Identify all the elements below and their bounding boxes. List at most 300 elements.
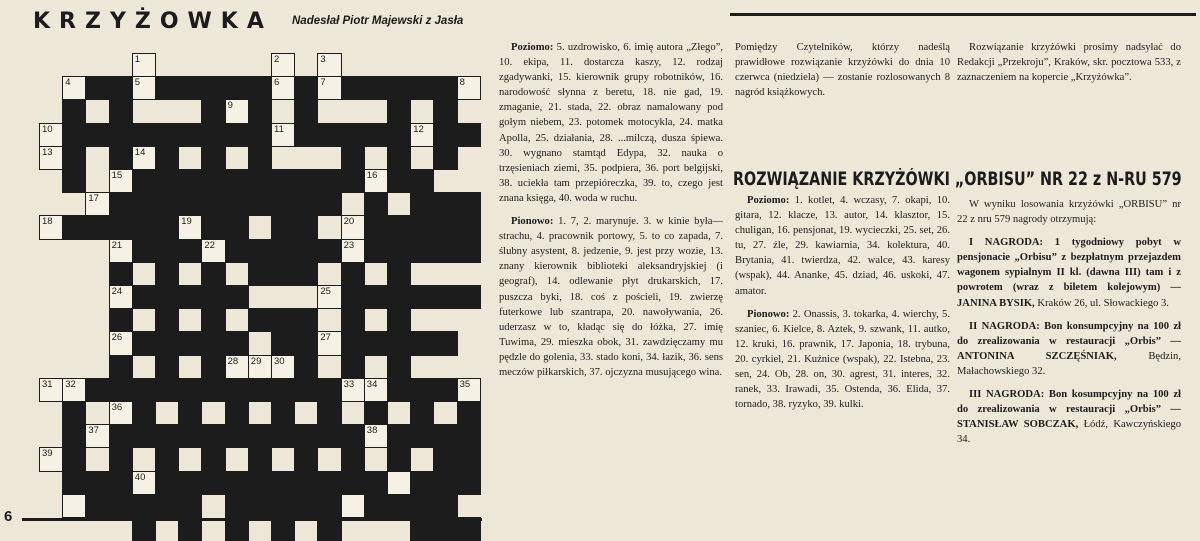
grid-cell — [294, 308, 318, 332]
grid-cell — [155, 378, 179, 402]
grid-cell — [132, 169, 156, 193]
clue-number: 26 — [111, 332, 123, 344]
grid-cell — [85, 123, 109, 147]
grid-cell — [271, 308, 295, 332]
grid-cell — [433, 471, 457, 495]
solution-across-text: 1. kotlet, 4. wczasy, 7. okapi, 10. gitara, 12. klacze, 13. autor, 14. klasztor, 15. chuligan, 16. pensjonat, 19. wycieczki, 25. set, 26. tu, 27. źle, 29. kawiarnia, 34. kolektura, 40. Brytania, 41. twierdza, 42. walce, 43. karesy (wspak), 44. Ananke, 45. dziad, 46. uskoki, 47. amator. — [735, 195, 950, 297]
grid-cell-numbered — [109, 239, 133, 263]
grid-cell — [201, 308, 225, 332]
grid-cell-numbered — [457, 378, 481, 402]
solution-across — [735, 193, 950, 299]
grid-cell — [178, 192, 202, 216]
grid-cell — [201, 424, 225, 448]
grid-cell-numbered — [39, 146, 63, 170]
grid-cell — [457, 285, 481, 309]
grid-cell-numbered — [364, 378, 388, 402]
grid-cell-numbered — [39, 215, 63, 239]
grid-cell-numbered — [364, 169, 388, 193]
grid-cell — [364, 494, 388, 518]
grid-cell — [457, 471, 481, 495]
prize-2-address: Będzin, Małachowskiego 32. — [957, 350, 1181, 377]
grid-cell — [132, 331, 156, 355]
grid-cell — [178, 239, 202, 263]
grid-cell — [225, 192, 249, 216]
grid-cell — [178, 169, 202, 193]
grid-cell — [62, 169, 86, 193]
grid-cell — [294, 494, 318, 518]
grid-cell-numbered — [341, 215, 365, 239]
grid-cell — [271, 169, 295, 193]
grid-cell — [155, 331, 179, 355]
grid-cell — [62, 99, 86, 123]
solution-down — [735, 307, 950, 413]
grid-cell — [178, 401, 202, 425]
page-number: 6 — [4, 508, 13, 525]
grid-cell — [410, 285, 434, 309]
grid-cell — [341, 447, 365, 471]
grid-cell — [248, 378, 272, 402]
clue-number: 36 — [111, 402, 123, 413]
results-column — [957, 197, 1181, 455]
grid-cell — [248, 262, 272, 286]
clues-column-2 — [735, 40, 950, 108]
grid-cell — [387, 424, 411, 448]
grid-cell-numbered — [341, 239, 365, 263]
grid-cell — [433, 494, 457, 518]
clue-number: 23 — [343, 239, 355, 251]
grid-cell-numbered — [109, 285, 133, 309]
clue-number: 22 — [204, 239, 215, 251]
clue-number: 27 — [320, 332, 331, 344]
grid-cell — [225, 401, 249, 425]
grid-cell-numbered — [62, 494, 86, 518]
grid-cell — [457, 424, 481, 448]
grid-cell — [109, 355, 133, 379]
grid-cell — [433, 424, 457, 448]
grid-cell — [317, 424, 341, 448]
across-clues-text: 5. uzdrowisko, 6. imię autora „Złego”, 10. ekipa, 11. dostarcza kaszy, 12. rodzaj zgadywanki, 15. kierownik grupy robotników, 16. narodowość słynna z beretu, 18. nie gad, 19. zmaganie, 21. stada, 22. obraz namalowany pod gołym niebem, 23. potomek motocykla, 24. matka Apolla, 25. działania, 28. ...milczą, dusza śpiewa. 30. wygnano stamtąd Edypa, 32. nauka o trzęsieniach ziemi, 35. podpiera, 36. port belgijski, 38. uciekła tam przepióreczka, 39. to, czego jest znana księga, 40. woda w ruchu. — [499, 42, 723, 204]
clue-number: 16 — [366, 170, 378, 181]
grid-cell-numbered — [387, 471, 411, 495]
clue-number: 15 — [111, 170, 123, 181]
prize-2-text: II NAGRODA: Bon konsumpcyjny na 100 zł do zrealizowania w restauracji „Orbis” — ANTONINA SZCZĘŚNIAK, — [957, 320, 1181, 362]
grid-cell — [201, 99, 225, 123]
clue-number: 7 — [320, 77, 326, 89]
grid-cell — [294, 471, 318, 495]
grid-cell — [248, 123, 272, 147]
grid-cell-numbered — [132, 76, 156, 100]
grid-cell — [225, 285, 249, 309]
grid-cell — [341, 308, 365, 332]
grid-cell — [201, 123, 225, 147]
clue-number: 21 — [111, 239, 123, 251]
grid-cell — [341, 285, 365, 309]
grid-cell-numbered — [317, 53, 341, 77]
grid-cell — [201, 146, 225, 170]
down-clues — [499, 214, 723, 380]
grid-cell — [132, 494, 156, 518]
grid-cell — [248, 471, 272, 495]
grid-cell — [410, 494, 434, 518]
grid-cell-numbered — [178, 215, 202, 239]
grid-cell — [294, 76, 318, 100]
grid-cell — [62, 123, 86, 147]
prize-3-address: Łódź, Kawczyńskiego 34. — [957, 419, 1181, 446]
grid-cell — [109, 99, 133, 123]
grid-cell — [155, 76, 179, 100]
grid-cell — [225, 239, 249, 263]
grid-cell — [294, 239, 318, 263]
grid-cell — [410, 378, 434, 402]
grid-cell — [62, 215, 86, 239]
grid-cell-numbered — [317, 331, 341, 355]
grid-cell — [294, 123, 318, 147]
grid-cell — [387, 239, 411, 263]
grid-cell — [271, 378, 295, 402]
grid-cell — [248, 99, 272, 123]
across-label: Poziomo: — [511, 42, 554, 53]
grid-cell-numbered — [341, 378, 365, 402]
grid-cell — [248, 169, 272, 193]
grid-cell — [410, 401, 434, 425]
grid-cell — [433, 215, 457, 239]
clue-number: 40 — [134, 471, 146, 483]
grid-cell — [317, 494, 341, 518]
grid-cell — [364, 239, 388, 263]
grid-cell-numbered — [271, 53, 295, 77]
grid-cell — [155, 285, 179, 309]
clue-number: 18 — [42, 216, 53, 228]
grid-cell — [201, 215, 225, 239]
clue-number: 14 — [134, 146, 146, 158]
grid-cell — [341, 331, 365, 355]
grid-cell — [132, 285, 156, 309]
bottom-rule — [22, 518, 482, 521]
grid-cell-numbered — [271, 355, 295, 379]
grid-cell — [364, 471, 388, 495]
grid-cell — [225, 424, 249, 448]
grid-cell-numbered — [317, 285, 341, 309]
grid-cell — [410, 215, 434, 239]
grid-cell — [85, 215, 109, 239]
grid-cell — [201, 262, 225, 286]
grid-cell — [317, 239, 341, 263]
grid-cell — [109, 215, 133, 239]
grid-cell-numbered — [457, 76, 481, 100]
grid-cell-numbered — [341, 494, 365, 518]
contest-note: Pomiędzy Czytelników, którzy nadeślą prawidłowe rozwiązanie krzyżówki do dnia 10 czerwca (niedziela) — zostanie rozlosowanych 8 nagród książkowych. — [735, 42, 950, 99]
grid-cell-numbered — [225, 99, 249, 123]
grid-cell — [155, 471, 179, 495]
grid-cell — [433, 378, 457, 402]
clue-number: 31 — [42, 378, 53, 390]
grid-cell — [387, 169, 411, 193]
grid-cell — [341, 471, 365, 495]
grid-cell-numbered — [109, 401, 133, 425]
clue-number: 37 — [88, 425, 99, 437]
solution-down-label: Pionowo: — [747, 308, 790, 320]
clue-number: 6 — [274, 77, 280, 89]
grid-cell-numbered — [62, 378, 86, 402]
clue-number: 32 — [65, 378, 76, 390]
grid-cell — [109, 76, 133, 100]
grid-cell — [317, 378, 341, 402]
grid-cell — [155, 262, 179, 286]
grid-cell — [271, 192, 295, 216]
grid-cell — [410, 331, 434, 355]
clue-number: 20 — [343, 216, 355, 228]
grid-cell — [248, 146, 272, 170]
grid-cell — [294, 331, 318, 355]
grid-cell — [155, 192, 179, 216]
grid-cell — [364, 192, 388, 216]
crossword-grid — [39, 53, 480, 540]
grid-cell — [155, 447, 179, 471]
clue-number: 24 — [111, 286, 123, 297]
grid-cell — [178, 378, 202, 402]
grid-cell — [85, 378, 109, 402]
grid-cell — [317, 169, 341, 193]
top-rule — [730, 13, 1196, 16]
grid-cell — [433, 99, 457, 123]
clue-number: 33 — [343, 378, 355, 390]
grid-cell-numbered — [132, 53, 156, 77]
down-clues-text: 1. 7, 2. marynuje. 3. w kinie była—strachu, 4. pracownik portowy, 5. to co zapada, 7. ślubny asystent, 8. jedzenie, 9. jest przy wozie, 13. znany kierownik biblioteki aleksandryjskiej (i geograf), 14. odlewanie płyt drukarskich, 17. puszcza byki, 18. coś z pościeli, 19. zwierzę futerkowe lub szantrapa, 20. nawoływania, 26. uderzasz w to, kładąc się do łóżka, 27. imię Tuwima, 29. mieszka obok, 31. zawdzięczamy mu pędzle do golenia, 33. stado koni, 34. łazik, 36. sens meczów piłkarskich, 37. ojczyzna musującego wina. — [499, 216, 724, 378]
grid-cell — [457, 447, 481, 471]
grid-cell — [225, 215, 249, 239]
clue-number: 17 — [88, 193, 99, 205]
grid-cell — [155, 239, 179, 263]
grid-cell-numbered — [248, 355, 272, 379]
grid-cell — [109, 192, 133, 216]
grid-cell — [225, 331, 249, 355]
grid-cell — [155, 169, 179, 193]
grid-cell — [109, 494, 133, 518]
grid-cell — [364, 285, 388, 309]
clue-number: 13 — [42, 146, 53, 158]
grid-cell — [201, 76, 225, 100]
clue-number: 30 — [274, 355, 285, 367]
grid-cell — [225, 123, 249, 147]
grid-cell — [201, 471, 225, 495]
grid-cell — [387, 378, 411, 402]
grid-cell — [271, 471, 295, 495]
grid-cell-numbered — [271, 123, 295, 147]
solution-heading: ROZWIĄZANIE KRZYŻÓWKI „ORBISU” NR 22 z N-RU 579 — [733, 169, 1182, 190]
grid-cell — [410, 424, 434, 448]
grid-cell — [248, 447, 272, 471]
grid-cell — [364, 123, 388, 147]
grid-cell — [433, 146, 457, 170]
grid-cell — [387, 494, 411, 518]
clue-number: 34 — [366, 378, 378, 390]
grid-cell — [85, 76, 109, 100]
prize-3 — [957, 387, 1181, 447]
grid-cell — [155, 123, 179, 147]
solution-column — [735, 193, 950, 420]
grid-cell — [317, 471, 341, 495]
grid-cell — [201, 192, 225, 216]
grid-cell-numbered — [85, 192, 109, 216]
grid-cell — [294, 424, 318, 448]
grid-cell — [457, 239, 481, 263]
grid-cell — [225, 169, 249, 193]
clue-number: 35 — [459, 378, 471, 390]
clue-number: 11 — [274, 123, 284, 135]
clue-number: 1 — [134, 54, 141, 65]
grid-cell — [457, 123, 481, 147]
grid-cell-numbered — [109, 331, 133, 355]
grid-cell — [317, 123, 341, 147]
grid-cell — [109, 262, 133, 286]
grid-cell-numbered — [271, 76, 295, 100]
grid-cell — [178, 123, 202, 147]
grid-cell — [294, 215, 318, 239]
clue-number: 25 — [320, 286, 331, 297]
grid-cell — [132, 215, 156, 239]
grid-cell — [387, 331, 411, 355]
grid-cell — [109, 424, 133, 448]
grid-cell — [364, 331, 388, 355]
clue-number: 10 — [42, 123, 53, 135]
clue-number: 4 — [65, 77, 71, 89]
grid-cell — [155, 424, 179, 448]
clue-number: 29 — [250, 355, 262, 367]
grid-cell — [271, 215, 295, 239]
results-intro: W wyniku losowania krzyżówki „ORBISU” nr 22 z nru 579 nagrody otrzymują: — [957, 199, 1181, 226]
grid-cell — [271, 262, 295, 286]
grid-cell — [271, 239, 295, 263]
grid-cell — [317, 192, 341, 216]
clues-column-1 — [499, 40, 723, 388]
grid-cell — [387, 285, 411, 309]
grid-cell — [294, 192, 318, 216]
grid-cell — [410, 76, 434, 100]
grid-cell — [364, 215, 388, 239]
grid-cell — [433, 123, 457, 147]
grid-cell — [62, 401, 86, 425]
clues-column-3 — [957, 40, 1181, 93]
grid-cell — [387, 99, 411, 123]
grid-cell — [387, 146, 411, 170]
grid-cell — [178, 494, 202, 518]
prize-1-address: Kraków 26, ul. Słowackiego 3. — [1037, 297, 1169, 309]
crossword-title: KRZYŻOWKA — [33, 9, 273, 34]
grid-cell — [410, 192, 434, 216]
grid-cell-numbered — [39, 447, 63, 471]
grid-cell — [155, 494, 179, 518]
grid-cell — [109, 447, 133, 471]
grid-cell — [271, 494, 295, 518]
grid-cell — [155, 146, 179, 170]
grid-cell — [132, 424, 156, 448]
author-byline: Nadesłał Piotr Majewski z Jasła — [292, 15, 464, 27]
grid-cell — [294, 378, 318, 402]
grid-cell — [433, 76, 457, 100]
grid-cell — [248, 424, 272, 448]
solution-across-label: Poziomo: — [747, 195, 790, 206]
grid-cell — [109, 471, 133, 495]
grid-cell — [433, 285, 457, 309]
send-note: Rozwiązanie krzyżówki prosimy nadsyłać do Redakcji „Przekroju”, Kraków, skr. pocztowa 533, z zaznaczeniem na kopercie „Krzyżówka”. — [957, 42, 1181, 84]
grid-cell — [201, 447, 225, 471]
grid-cell — [387, 123, 411, 147]
grid-cell — [62, 146, 86, 170]
grid-cell — [201, 355, 225, 379]
grid-cell — [178, 76, 202, 100]
grid-cell — [364, 401, 388, 425]
clue-number: 3 — [320, 54, 326, 65]
grid-cell — [410, 471, 434, 495]
grid-cell — [410, 239, 434, 263]
grid-cell — [457, 192, 481, 216]
clue-number: 12 — [413, 123, 424, 135]
grid-cell — [62, 471, 86, 495]
grid-cell — [294, 262, 318, 286]
grid-cell — [387, 447, 411, 471]
grid-cell — [294, 169, 318, 193]
grid-cell-numbered — [39, 123, 63, 147]
grid-cell — [387, 215, 411, 239]
grid-cell — [109, 123, 133, 147]
grid-cell — [62, 424, 86, 448]
grid-cell — [341, 262, 365, 286]
grid-cell — [433, 447, 457, 471]
grid-cell — [155, 215, 179, 239]
grid-cell — [271, 401, 295, 425]
grid-cell — [341, 355, 365, 379]
grid-cell — [225, 76, 249, 100]
grid-cell — [387, 308, 411, 332]
clue-number: 2 — [274, 54, 280, 65]
grid-cell-numbered — [364, 424, 388, 448]
clue-number: 8 — [459, 77, 465, 89]
grid-cell — [155, 308, 179, 332]
grid-cell — [132, 378, 156, 402]
grid-cell — [178, 471, 202, 495]
grid-cell — [248, 494, 272, 518]
grid-cell — [341, 146, 365, 170]
prize-1 — [957, 235, 1181, 310]
grid-cell — [201, 169, 225, 193]
grid-cell — [387, 262, 411, 286]
grid-cell — [132, 239, 156, 263]
grid-cell — [225, 494, 249, 518]
clue-number: 5 — [134, 77, 141, 89]
grid-cell — [294, 99, 318, 123]
grid-cell — [178, 424, 202, 448]
grid-cell — [109, 378, 133, 402]
grid-cell — [225, 378, 249, 402]
grid-cell — [201, 331, 225, 355]
grid-cell — [271, 331, 295, 355]
grid-cell — [364, 76, 388, 100]
grid-cell — [85, 494, 109, 518]
down-label: Pionowo: — [511, 216, 554, 228]
grid-cell-numbered — [132, 146, 156, 170]
clue-number: 19 — [181, 216, 192, 228]
grid-cell — [341, 123, 365, 147]
grid-cell — [433, 239, 457, 263]
grid-cell — [457, 215, 481, 239]
grid-cell — [201, 378, 225, 402]
clue-number: 28 — [227, 355, 239, 367]
grid-cell — [294, 355, 318, 379]
grid-cell — [341, 76, 365, 100]
grid-cell — [387, 355, 411, 379]
grid-cell-numbered — [225, 355, 249, 379]
grid-cell — [341, 424, 365, 448]
